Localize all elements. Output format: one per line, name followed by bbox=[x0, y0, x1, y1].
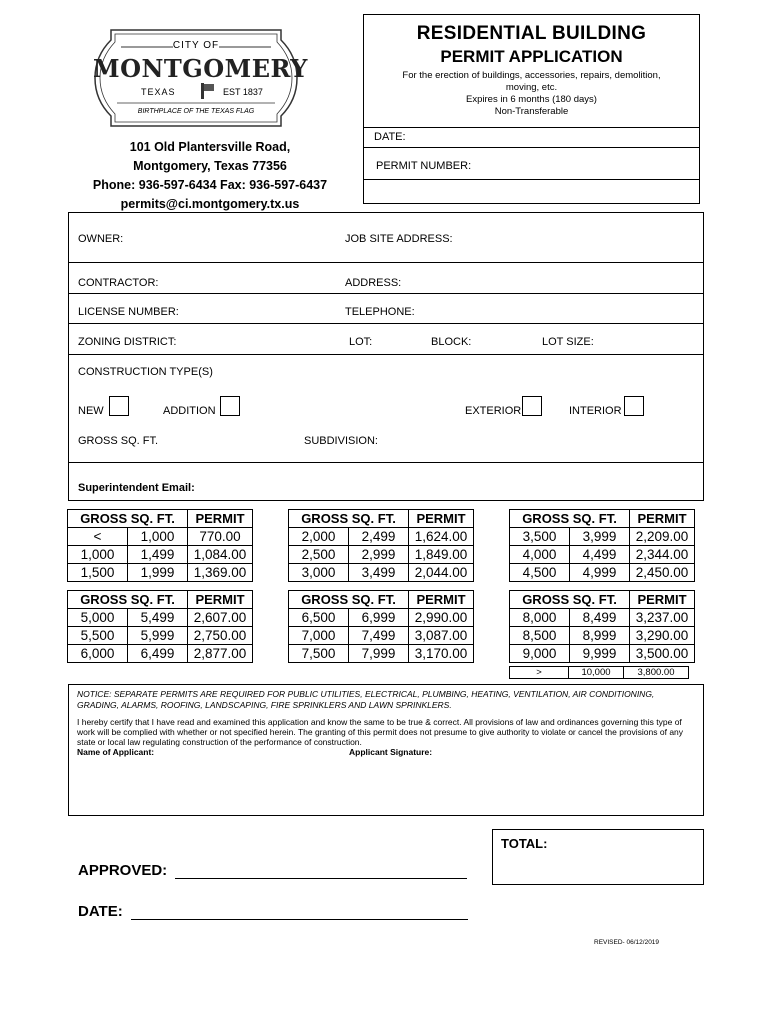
exterior-checkbox[interactable] bbox=[522, 396, 542, 416]
fee-max: 6,499 bbox=[128, 645, 188, 663]
zoning-district-field[interactable]: ZONING DISTRICT: bbox=[78, 336, 177, 348]
table-row bbox=[289, 627, 474, 645]
fee-header-sqft: GROSS SQ. FT. bbox=[510, 591, 630, 609]
revision-date: REVISED- 06/12/2019 bbox=[594, 939, 660, 946]
total-box[interactable] bbox=[492, 829, 704, 885]
table-row bbox=[510, 627, 695, 645]
fee-table-4 bbox=[67, 590, 253, 663]
gross-sq-ft-field[interactable]: GROSS SQ. FT. bbox=[78, 435, 159, 447]
table-row bbox=[510, 528, 695, 546]
logo-name: MONTGOMERY bbox=[93, 54, 308, 83]
fee-max: 5,499 bbox=[128, 609, 188, 627]
fee-max: 8,999 bbox=[570, 627, 630, 645]
notice-text: NOTICE: SEPARATE PERMITS ARE REQUIRED FOR PUBLIC UTILITIES, ELECTRICAL, PLUMBING, HEATING, VENTILATION, AIR CONDITIONING, GRADING, ALARMS, ROOFING, LANDSCAPING, FIRE SPRINKLERS AND LAWN SPRINKLERS. bbox=[77, 689, 655, 710]
lot-size-field[interactable]: LOT SIZE: bbox=[542, 336, 594, 348]
fee-max: 2,499 bbox=[349, 528, 409, 546]
form-subtitle: PERMIT APPLICATION bbox=[440, 47, 623, 66]
table-row bbox=[289, 528, 474, 546]
fee-min: 2,500 bbox=[289, 546, 349, 564]
table-row bbox=[510, 609, 695, 627]
fee-permit: 1,369.00 bbox=[188, 564, 253, 582]
fee-max: 4,499 bbox=[570, 546, 630, 564]
lot-field[interactable]: LOT: bbox=[349, 336, 373, 348]
total-label: TOTAL: bbox=[501, 836, 548, 851]
fee-table-1 bbox=[67, 509, 253, 582]
address-phone-fax: Phone: 936-597-6434 Fax: 936-597-6437 bbox=[92, 178, 328, 192]
block-field[interactable]: BLOCK: bbox=[431, 336, 472, 348]
fee-permit: 2,877.00 bbox=[188, 645, 253, 663]
fee-table-extra bbox=[509, 666, 689, 679]
fee-table-2 bbox=[288, 509, 474, 582]
contractor-field[interactable]: CONTRACTOR: bbox=[78, 277, 159, 289]
fee-permit: 3,800.00 bbox=[624, 667, 689, 679]
fee-max: 5,999 bbox=[128, 627, 188, 645]
exterior-label: EXTERIOR bbox=[465, 405, 522, 417]
fee-table-6 bbox=[509, 590, 695, 663]
fee-min: 1,000 bbox=[68, 546, 128, 564]
table-row bbox=[68, 645, 253, 663]
fee-header-permit: PERMIT bbox=[409, 510, 474, 528]
fee-permit: 2,607.00 bbox=[188, 609, 253, 627]
subdivision-field[interactable]: SUBDIVISION: bbox=[304, 435, 378, 447]
fee-permit: 3,237.00 bbox=[630, 609, 695, 627]
fee-min: 6,500 bbox=[289, 609, 349, 627]
permit-number-extra-row[interactable] bbox=[364, 179, 699, 205]
fee-header-permit: PERMIT bbox=[630, 510, 695, 528]
fee-min: 5,000 bbox=[68, 609, 128, 627]
fee-permit: 1,084.00 bbox=[188, 546, 253, 564]
contractor-address-field[interactable]: ADDRESS: bbox=[345, 277, 402, 289]
fee-min: 7,000 bbox=[289, 627, 349, 645]
fee-max: 2,999 bbox=[349, 546, 409, 564]
fee-permit: 770.00 bbox=[188, 528, 253, 546]
superintendent-email-field[interactable]: Superintendent Email: bbox=[78, 482, 195, 494]
date-field[interactable] bbox=[364, 127, 699, 148]
fee-min: 2,000 bbox=[289, 528, 349, 546]
approval-date-label: DATE: bbox=[78, 903, 123, 920]
city-logo bbox=[93, 28, 308, 128]
fee-min: 8,000 bbox=[510, 609, 570, 627]
addition-label: ADDITION bbox=[163, 405, 216, 417]
fee-header-sqft: GROSS SQ. FT. bbox=[289, 510, 409, 528]
table-row bbox=[289, 564, 474, 582]
fee-min: 6,000 bbox=[68, 645, 128, 663]
fee-min: 3,500 bbox=[510, 528, 570, 546]
table-row bbox=[510, 645, 695, 663]
fee-permit: 2,450.00 bbox=[630, 564, 695, 582]
fee-max: 7,499 bbox=[349, 627, 409, 645]
city-address-block bbox=[60, 138, 360, 214]
date-label: DATE: bbox=[374, 131, 406, 143]
fee-header-permit: PERMIT bbox=[188, 591, 253, 609]
fee-header-sqft: GROSS SQ. FT. bbox=[289, 591, 409, 609]
fee-min: < bbox=[68, 528, 128, 546]
fee-min: 3,000 bbox=[289, 564, 349, 582]
fee-permit: 2,209.00 bbox=[630, 528, 695, 546]
telephone-field[interactable]: TELEPHONE: bbox=[345, 306, 415, 318]
fee-permit: 3,290.00 bbox=[630, 627, 695, 645]
interior-label: INTERIOR bbox=[569, 405, 622, 417]
fee-max: 7,999 bbox=[349, 645, 409, 663]
applicant-signature-field[interactable]: Applicant Signature: bbox=[349, 747, 433, 757]
construction-type-heading: CONSTRUCTION TYPE(S) bbox=[78, 366, 213, 378]
new-label: NEW bbox=[78, 405, 104, 417]
fee-header-permit: PERMIT bbox=[630, 591, 695, 609]
new-checkbox[interactable] bbox=[109, 396, 129, 416]
fee-min: 9,000 bbox=[510, 645, 570, 663]
fee-permit: 1,849.00 bbox=[409, 546, 474, 564]
fee-header-permit: PERMIT bbox=[409, 591, 474, 609]
fee-max: 1,999 bbox=[128, 564, 188, 582]
addition-checkbox[interactable] bbox=[220, 396, 240, 416]
job-site-address-field[interactable]: JOB SITE ADDRESS: bbox=[345, 233, 453, 245]
fee-header-permit: PERMIT bbox=[188, 510, 253, 528]
fee-header-sqft: GROSS SQ. FT. bbox=[510, 510, 630, 528]
fee-permit: 3,087.00 bbox=[409, 627, 474, 645]
fee-permit: 2,344.00 bbox=[630, 546, 695, 564]
fee-max: 9,999 bbox=[570, 645, 630, 663]
fee-max: 3,999 bbox=[570, 528, 630, 546]
interior-checkbox[interactable] bbox=[624, 396, 644, 416]
logo-city-of: CITY OF bbox=[172, 40, 220, 51]
approved-label: APPROVED: bbox=[78, 862, 168, 879]
fee-max: 8,499 bbox=[570, 609, 630, 627]
fee-min: 1,500 bbox=[68, 564, 128, 582]
permit-number-field[interactable] bbox=[364, 147, 699, 180]
fee-header-sqft: GROSS SQ. FT. bbox=[68, 591, 188, 609]
form-expiry: Expires in 6 months (180 days) bbox=[466, 94, 597, 105]
license-number-field[interactable]: LICENSE NUMBER: bbox=[78, 306, 179, 318]
fee-max: 1,000 bbox=[128, 528, 188, 546]
notice-certification-box bbox=[68, 684, 704, 816]
fee-max: 1,499 bbox=[128, 546, 188, 564]
fee-permit: 1,624.00 bbox=[409, 528, 474, 546]
permit-number-label: PERMIT NUMBER: bbox=[376, 160, 472, 172]
table-row bbox=[68, 528, 253, 546]
form-description: For the erection of buildings, accessories, repairs, demolition, moving, etc. bbox=[402, 70, 661, 93]
fee-permit: 2,044.00 bbox=[409, 564, 474, 582]
applicant-name-field[interactable]: Name of Applicant: bbox=[77, 747, 155, 757]
approved-signature-line[interactable] bbox=[175, 862, 467, 879]
form-transfer-note: Non-Transferable bbox=[494, 106, 569, 117]
table-row bbox=[68, 627, 253, 645]
form-title: RESIDENTIAL BUILDING bbox=[416, 23, 647, 44]
fee-max: 3,499 bbox=[349, 564, 409, 582]
approval-date-line[interactable] bbox=[131, 903, 468, 920]
address-line-1: 101 Old Plantersville Road, bbox=[129, 140, 291, 154]
fee-max: 10,000 bbox=[569, 667, 624, 679]
fee-min: 5,500 bbox=[68, 627, 128, 645]
table-row bbox=[68, 546, 253, 564]
address-line-2: Montgomery, Texas 77356 bbox=[133, 159, 287, 173]
owner-field[interactable]: OWNER: bbox=[78, 233, 124, 245]
fee-min: 4,000 bbox=[510, 546, 570, 564]
fee-min: 8,500 bbox=[510, 627, 570, 645]
logo-state: TEXAS bbox=[141, 87, 176, 97]
fee-permit: 3,170.00 bbox=[409, 645, 474, 663]
logo-tagline: BIRTHPLACE OF THE TEXAS FLAG bbox=[137, 108, 255, 115]
fee-max: 4,999 bbox=[570, 564, 630, 582]
table-row bbox=[289, 609, 474, 627]
fee-table-5 bbox=[288, 590, 474, 663]
fee-permit: 2,990.00 bbox=[409, 609, 474, 627]
table-row bbox=[289, 546, 474, 564]
table-row bbox=[510, 546, 695, 564]
fee-table-3 bbox=[509, 509, 695, 582]
fee-permit: 2,750.00 bbox=[188, 627, 253, 645]
fee-permit: 3,500.00 bbox=[630, 645, 695, 663]
fee-min: 7,500 bbox=[289, 645, 349, 663]
fee-min: 4,500 bbox=[510, 564, 570, 582]
table-row bbox=[289, 645, 474, 663]
table-row bbox=[68, 564, 253, 582]
certification-text: I hereby certify that I have read and examined this application and know the same to be true & correct. All provisions of law and ordinances governing this type of work will be complied with whether or not specified herein. The granting of this permit does not presume to give authority to violate or cancel the provisions of any state or local law regulating construction of the performance of construction. bbox=[77, 717, 684, 747]
permit-header-box bbox=[363, 14, 700, 204]
table-row bbox=[510, 564, 695, 582]
fee-max: 6,999 bbox=[349, 609, 409, 627]
fee-min: > bbox=[510, 667, 569, 679]
table-row bbox=[510, 667, 689, 679]
applicant-info-form bbox=[68, 212, 704, 501]
fee-header-sqft: GROSS SQ. FT. bbox=[68, 510, 188, 528]
table-row bbox=[68, 609, 253, 627]
logo-est: EST 1837 bbox=[223, 87, 263, 97]
address-email: permits@ci.montgomery.tx.us bbox=[120, 197, 300, 211]
